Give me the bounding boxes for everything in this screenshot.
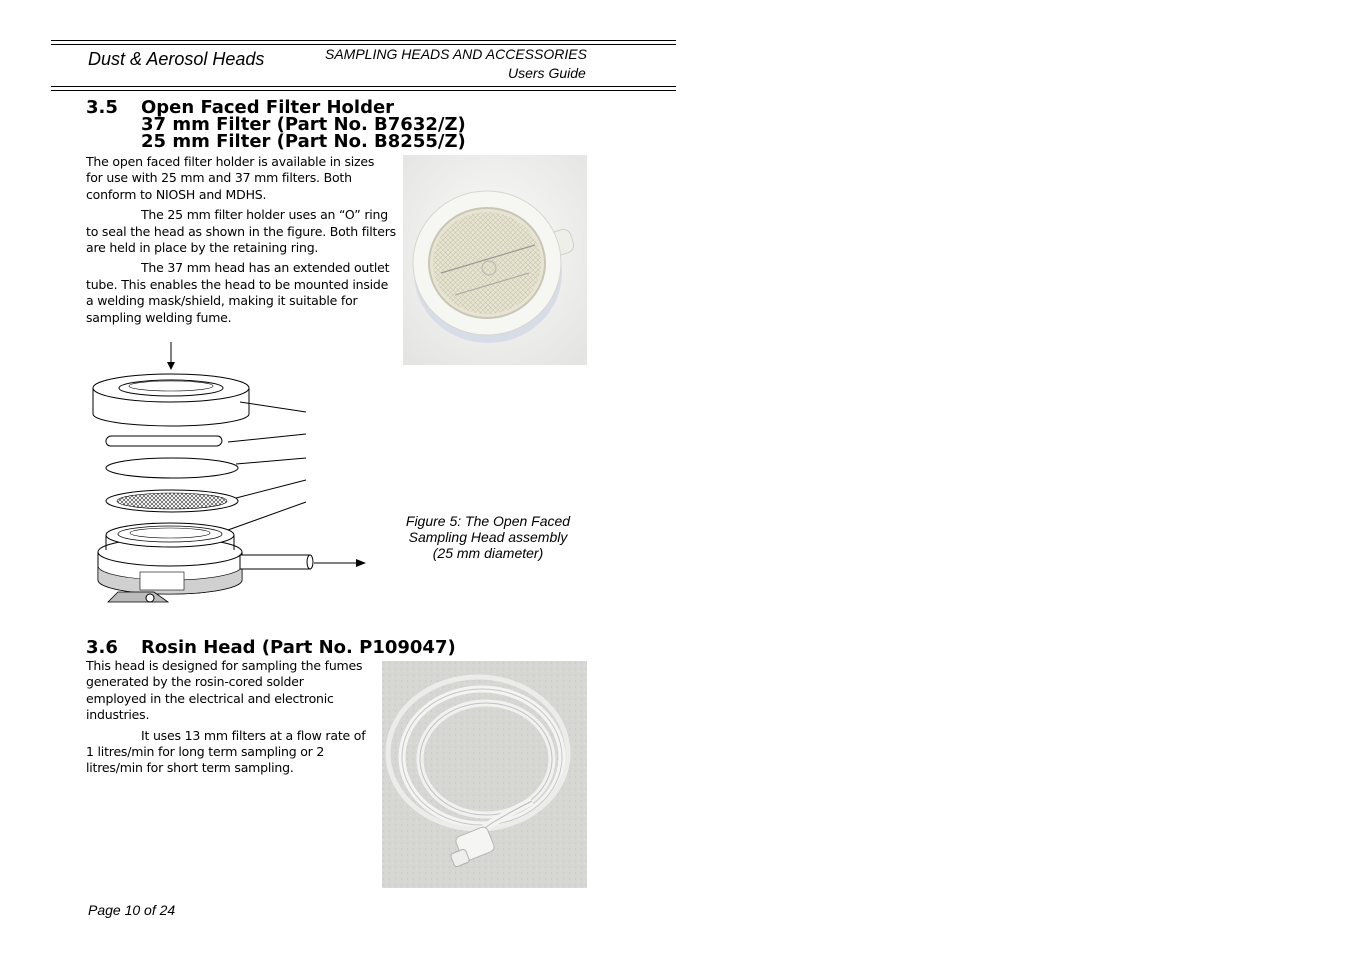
header-bottom-rule-1 <box>51 86 676 87</box>
section-3-6-body <box>86 658 368 777</box>
filter-holder-photo <box>403 155 587 365</box>
section-3-5-title-line3: 25 mm Filter (Part No. B8255/Z) <box>141 131 466 152</box>
section-3-6-para2: It uses 13 mm filters at a flow rate of 1 litres/min for long term sampling or 2 litres/min for short term sampling. <box>86 727 366 776</box>
header-top-rule-1 <box>51 40 676 41</box>
figure-5-caption <box>400 513 576 561</box>
rosin-head-illustration <box>382 661 587 888</box>
header-section-title: Dust & Aerosol Heads <box>88 49 265 69</box>
page-number: Page 10 of 24 <box>88 902 176 918</box>
header-bottom-rule-2 <box>51 90 676 91</box>
section-3-6-para1: This head is designed for sampling the fumes generated by the rosin-cored solder employed in the electrical and electronic industries. <box>86 658 363 723</box>
section-3-5-para2: The 25 mm filter holder uses an “O” ring to seal the head as shown in the figure. Both filters are held in place by the retaining ring. <box>86 207 396 256</box>
section-3-5-number: 3.5 <box>86 97 118 118</box>
section-3-5-para1: The open faced filter holder is available in sizes for use with 25 mm and 37 mm filters. Both conform to NIOSH and MDHS. <box>86 154 375 202</box>
header-top-rule-2 <box>51 44 676 45</box>
header-manual-subtitle: Users Guide <box>508 65 586 81</box>
section-3-5-body <box>86 154 402 326</box>
rosin-head-photo <box>382 661 587 888</box>
figure-5-caption-line1: Figure 5: The Open Faced <box>405 513 571 529</box>
section-3-5-title-line2: 37 mm Filter (Part No. B7632/Z) <box>141 114 466 135</box>
figure-5-caption-line2: Sampling Head assembly <box>408 529 568 545</box>
section-3-5-para3: The 37 mm head has an extended outlet tube. This enables the head to be mounted inside a welding mask/shield, making it suitable for sampling welding fume. <box>86 260 390 325</box>
exploded-assembly-drawing <box>88 340 373 605</box>
figure-5-caption-line3: (25 mm diameter) <box>432 545 544 561</box>
header-manual-title: SAMPLING HEADS AND ACCESSORIES <box>325 46 587 62</box>
section-3-6-number: 3.6 <box>86 637 118 658</box>
filter-holder-illustration <box>403 155 587 365</box>
section-3-5-title-line1: Open Faced Filter Holder <box>141 97 395 118</box>
assembly-diagram <box>88 340 373 605</box>
section-3-6-title: Rosin Head (Part No. P109047) <box>141 637 456 658</box>
